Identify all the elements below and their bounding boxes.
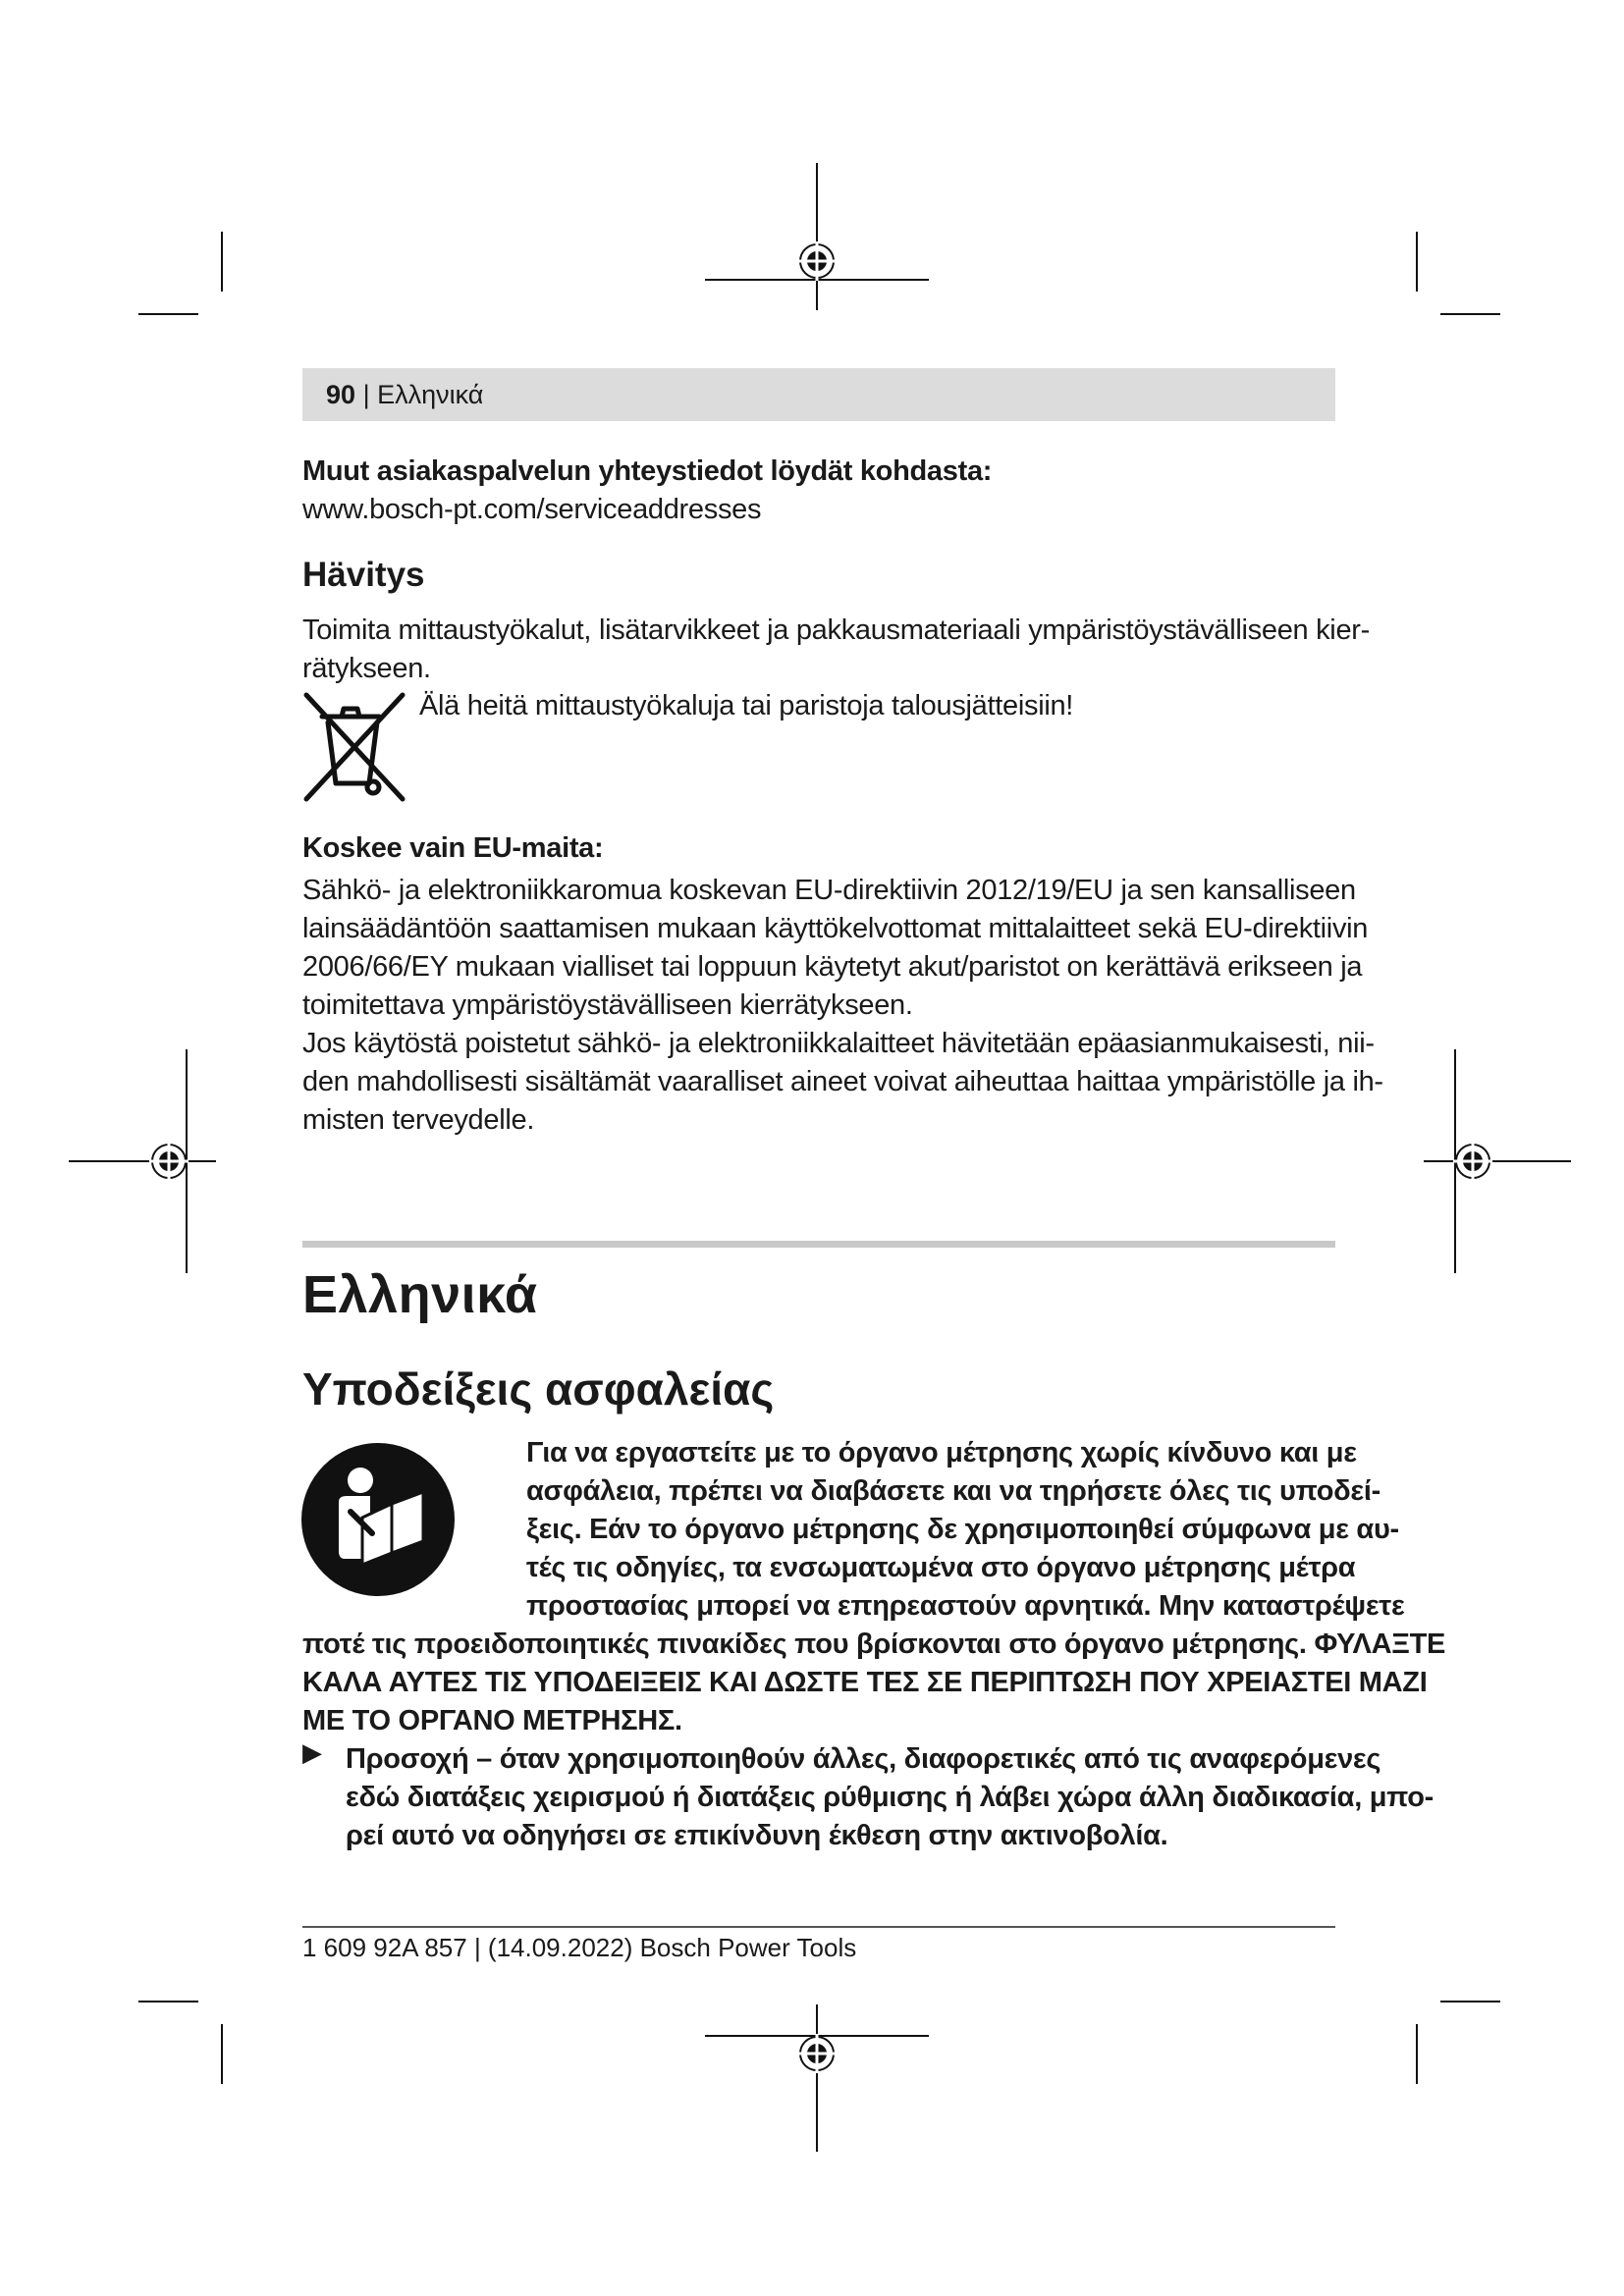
page-footer: 1 609 92A 857 | (14.09.2022) Bosch Power Tools — [302, 1933, 857, 1962]
eu-text-line: Jos käytöstä poistetut sähkö- ja elektroniikkalaitteet hävitetään epäasianmukaisesti, nii- — [302, 1028, 1375, 1059]
safety-intro-line: ΚΑΛΑ ΑΥΤΕΣ ΤΙΣ ΥΠΟΔΕΙΞΕΙΣ ΚΑΙ ΔΩΣΤΕ ΤΕΣ ΣΕ ΠΕΡΙΠΤΩΣΗ ΠΟΥ ΧΡΕΙΑΣΤΕΙ ΜΑΖΙ — [302, 1667, 1428, 1698]
registration-mark-left — [69, 1043, 245, 1279]
registration-mark-top — [699, 163, 935, 340]
page-number: 90 — [326, 380, 356, 409]
registration-mark-bottom — [699, 1975, 935, 2152]
safety-intro-line: ποτέ τις προειδοποιητικές πινακίδες που βρίσκονται στο όργανο μέτρησης. ΦΥΛΑΞΤΕ — [302, 1629, 1446, 1660]
header-section: Ελληνικά — [377, 380, 484, 409]
crossed-out-wheelie-bin-icon — [300, 689, 408, 805]
eu-text-line: Sähkö- ja elektroniikkaromua koskevan EU-direktiivin 2012/19/EU ja sen kansalliseen — [302, 875, 1356, 906]
read-manual-icon — [301, 1443, 455, 1596]
safety-intro-line: προστασίας μπορεί να επηρεαστούν αρνητικά. Μην καταστρέψετε — [526, 1590, 1405, 1622]
safety-bullet-line: εδώ διατάξεις χειρισμού ή διατάξεις ρύθμισης ή λάβει χώρα άλλη διαδικασία, μπο- — [346, 1782, 1435, 1813]
eu-only-title: Koskee vain EU-maita: — [302, 832, 604, 864]
bullet-arrow-icon: ▶ — [302, 1737, 322, 1767]
safety-intro-line: ξεις. Εάν το όργανο μέτρησης δε χρησιμοποιηθεί σύμφωνα με αυ- — [526, 1514, 1399, 1545]
registration-mark-right — [1394, 1043, 1571, 1279]
page-header — [326, 379, 483, 410]
disposal-text-line: rätykseen. — [302, 653, 431, 684]
eu-text-line: lainsäädäntöön saattamisen mukaan käyttökelvottomat mittalaitteet sekä EU-direktiivin — [302, 913, 1369, 944]
eu-text-line: 2006/66/EY mukaan vialliset tai loppuun käytetyt akut/paristot on kerättävä erikseen ja — [302, 951, 1363, 983]
safety-intro-line: Για να εργαστείτε με το όργανο μέτρησης χωρίς κίνδυνο και με — [526, 1437, 1357, 1468]
safety-instructions-title: Υποδείξεις ασφαλείας — [302, 1363, 775, 1415]
greek-section-title: Ελληνικά — [302, 1265, 538, 1324]
eu-text-line: toimitettava ympäristöystävälliseen kierrätykseen. — [302, 989, 913, 1021]
disposal-title: Hävitys — [302, 556, 425, 594]
eu-text-line: den mahdollisesti sisältämät vaaralliset aineet voivat aiheuttaa haittaa ympäristölle ja ih- — [302, 1066, 1383, 1097]
footer-rule — [302, 1926, 1335, 1928]
safety-intro-line: ΜΕ ΤΟ ΟΡΓΑΝΟ ΜΕΤΡΗΣΗΣ. — [302, 1705, 682, 1736]
safety-bullet-line: ρεί αυτό να οδηγήσει σε επικίνδυνη έκθεση στην ακτινοβολία. — [346, 1820, 1168, 1851]
disposal-warning: Älä heitä mittaustyökaluja tai paristoja talousjätteisiin! — [419, 690, 1074, 721]
safety-intro-line: τές τις οδηγίες, τα ενσωματωμένα στο όργανο μέτρησης μέτρα — [526, 1552, 1356, 1583]
disposal-text-line: Toimita mittaustyökalut, lisätarvikkeet ja pakkausmateriaali ympäristöystävälliseen kier- — [302, 614, 1370, 646]
header-separator: | — [362, 380, 370, 409]
customer-service-label: Muut asiakaspalvelun yhteystiedot löydät kohdasta: — [302, 455, 993, 487]
eu-text-line: misten terveydelle. — [302, 1104, 535, 1136]
safety-intro-line: ασφάλεια, πρέπει να διαβάσετε και να τηρήσετε όλες τις υποδεί- — [526, 1475, 1380, 1507]
service-url-link[interactable]: www.bosch-pt.com/serviceaddresses — [302, 494, 762, 525]
section-divider — [302, 1241, 1335, 1248]
safety-bullet-line: Προσοχή – όταν χρησιμοποιηθούν άλλες, διαφορετικές από τις αναφερόμενες — [346, 1743, 1381, 1775]
